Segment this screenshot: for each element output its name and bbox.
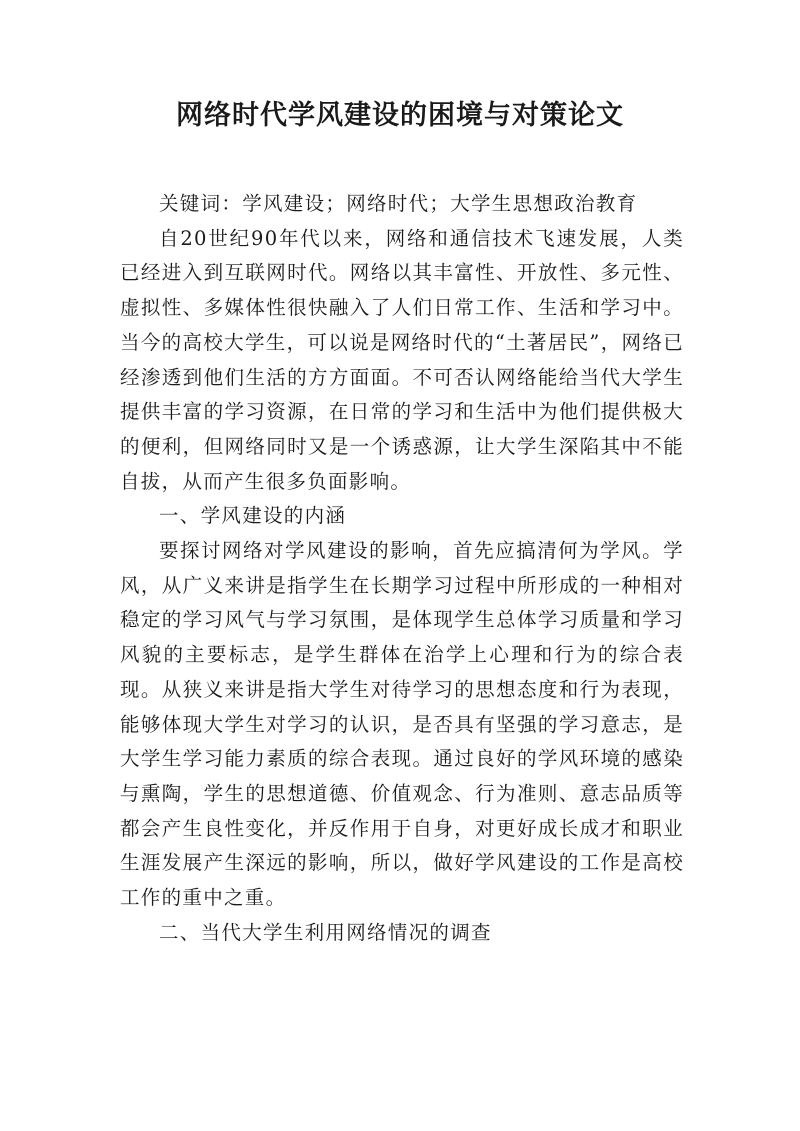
document-body bbox=[120, 187, 684, 950]
document-title: 网络时代学风建设的困境与对策论文 bbox=[176, 100, 624, 131]
keywords-line: 关键词：学风建设；网络时代；大学生思想政治教育 bbox=[159, 192, 638, 215]
section-heading-1: 一、学风建设的内涵 bbox=[159, 504, 347, 528]
paragraph-intro: 自20世纪90年代以来，网络和通信技术飞速发展，人类已经进入到互联网时代。网络以其丰富性、开放性、多元性、虚拟性、多媒体性很快融入了人们日常工作、生活和学习中。当今的高校大学生，可以说是网络时代的“土著居民”，网络已经渗透到他们生活的方方面面。不可否认网络能给当代大学生提供丰富的学习资源，在日常的学习和生活中为他们提供极大的便利，但网络同时又是一个诱惑源，让大学生深陷其中不能自拔，从而产生很多负面影响。 bbox=[120, 226, 684, 493]
paragraph-section-1: 要探讨网络对学风建设的影响，首先应搞清何为学风。学风，从广义来讲是指学生在长期学习过程中所形成的一种相对稳定的学习风气与学习氛围，是体现学生总体学习质量和学习风貌的主要标志，是学生群体在治学上心理和行为的综合表现。从狭义来讲是指大学生对待学习的思想态度和行为表现，能够体现大学生对学习的认识，是否具有坚强的学习意志，是大学生学习能力素质的综合表现。通过良好的学风环境的感染与熏陶，学生的思想道德、价值观念、行为准则、意志品质等都会产生良性变化，并反作用于自身，对更好成长成才和职业生涯发展产生深远的影响，所以，做好学风建设的工作是高校工作的重中之重。 bbox=[120, 539, 684, 910]
section-heading-2: 二、当代大学生利用网络情况的调查 bbox=[159, 920, 492, 944]
